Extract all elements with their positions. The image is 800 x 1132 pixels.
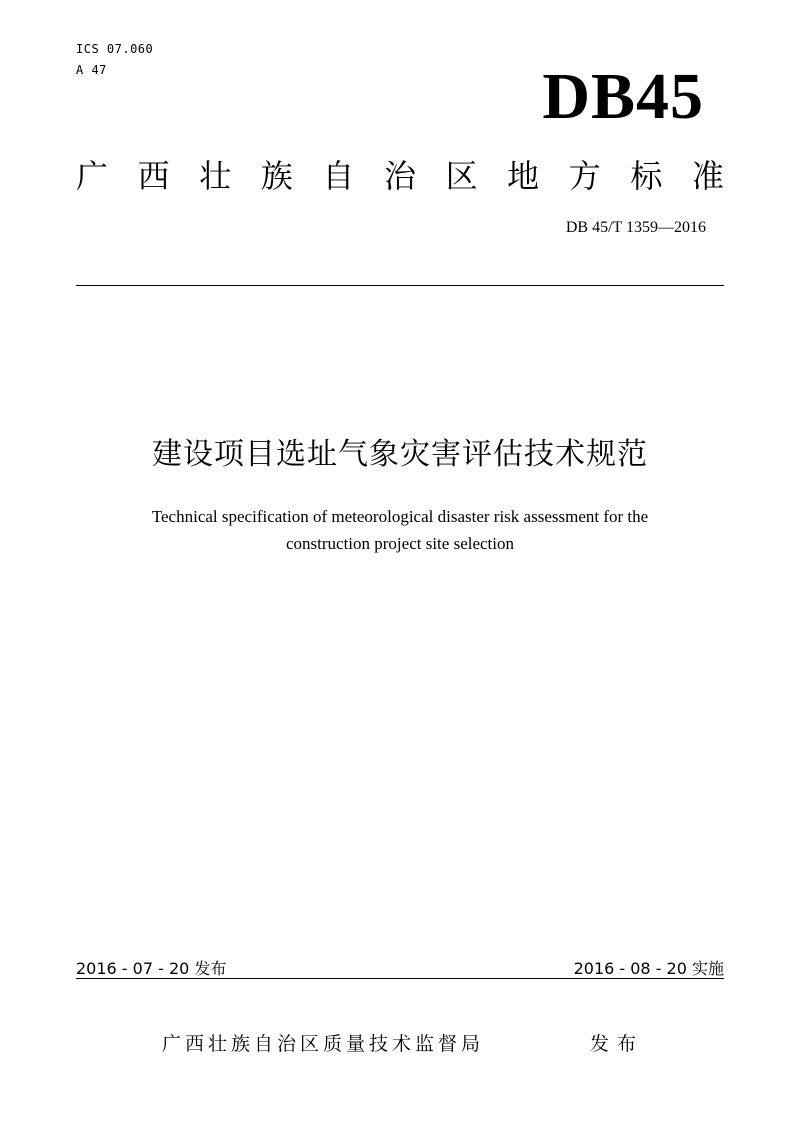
footer-divider <box>76 978 724 979</box>
standard-type-char: 治 <box>383 157 416 195</box>
header-divider <box>76 285 724 286</box>
standard-type-heading <box>76 156 724 196</box>
document-title-english <box>0 503 800 557</box>
standard-type-char: 西 <box>137 157 170 195</box>
standard-type-char: 地 <box>507 157 540 195</box>
standard-code-logo: DB45 <box>542 60 704 133</box>
document-title-chinese: 建设项目选址气象灾害评估技术规范 <box>152 437 648 472</box>
standard-number: DB 45/T 1359—2016 <box>565 219 706 236</box>
issuing-authority: 广西壮族自治区质量技术监督局 <box>162 1033 485 1055</box>
ics-code: ICS 07.060 <box>76 42 154 56</box>
standard-type-char: 标 <box>630 157 663 195</box>
standard-type-char: 准 <box>691 157 724 195</box>
issue-date: 2016 - 07 - 20 发布 <box>76 959 227 978</box>
english-title-line: construction project site selection <box>285 534 514 553</box>
classification-code: A 47 <box>76 63 107 77</box>
standard-type-char: 方 <box>568 157 601 195</box>
standard-type-char: 族 <box>260 157 293 195</box>
standard-type-char: 区 <box>445 157 478 195</box>
standard-type-char: 广 <box>76 157 109 195</box>
standard-type-char: 自 <box>322 157 355 195</box>
standard-type-char: 壮 <box>199 157 232 195</box>
english-title-line: Technical specification of meteorological disaster risk assessment for the <box>151 507 649 526</box>
issue-verb: 发布 <box>590 1033 645 1055</box>
implementation-date: 2016 - 08 - 20 实施 <box>573 959 724 978</box>
